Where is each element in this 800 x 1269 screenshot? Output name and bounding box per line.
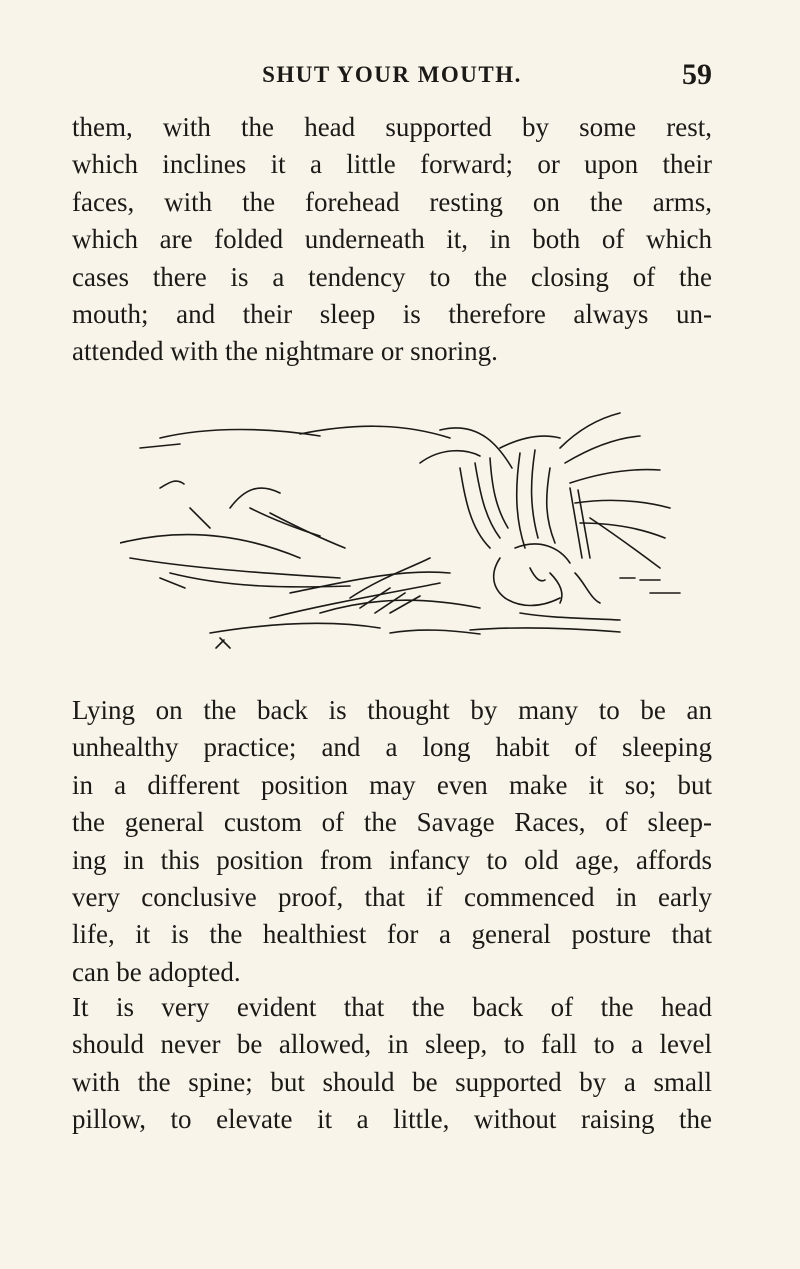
paragraph-2	[72, 692, 712, 991]
text-line: It is very evident that the back of the head	[72, 992, 712, 1022]
page-number: 59	[682, 58, 712, 91]
paragraph-3	[72, 989, 712, 1139]
text-line: very conclusive proof, that if commenced in early	[72, 882, 712, 913]
illustration-engraving	[120, 408, 690, 658]
text-line: Lying on the back is thought by many to be an	[72, 695, 712, 725]
text-line: which are folded underneath it, in both of which	[72, 224, 712, 255]
text-line: in a different position may even make it so; but	[72, 769, 712, 800]
text-line: with the spine; but should be supported by a small	[72, 1066, 712, 1097]
text-line: can be adopted.	[72, 956, 241, 987]
text-line: faces, with the forehead resting on the arms,	[72, 186, 712, 217]
text-line: the general custom of the Savage Races, of sleep-	[72, 807, 712, 838]
text-line: pillow, to elevate it a little, without raising the	[72, 1104, 712, 1135]
page-header	[72, 60, 712, 100]
text-line: mouth; and their sleep is therefore always un-	[72, 299, 712, 330]
text-line: unhealthy practice; and a long habit of sleeping	[72, 732, 712, 763]
text-line: attended with the nightmare or snoring.	[72, 336, 498, 367]
text-line: them, with the head supported by some rest,	[72, 112, 712, 142]
text-line: which inclines it a little forward; or upon their	[72, 149, 712, 180]
running-title: SHUT YOUR MOUTH.	[262, 62, 522, 87]
text-line: ing in this position from infancy to old age, affords	[72, 844, 712, 875]
sleeping-figure-illustration	[120, 408, 690, 658]
paragraph-1	[72, 109, 712, 371]
text-line: life, it is the healthiest for a general posture that	[72, 919, 712, 950]
text-line: should never be allowed, in sleep, to fall to a level	[72, 1029, 712, 1060]
text-line: cases there is a tendency to the closing of the	[72, 261, 712, 292]
